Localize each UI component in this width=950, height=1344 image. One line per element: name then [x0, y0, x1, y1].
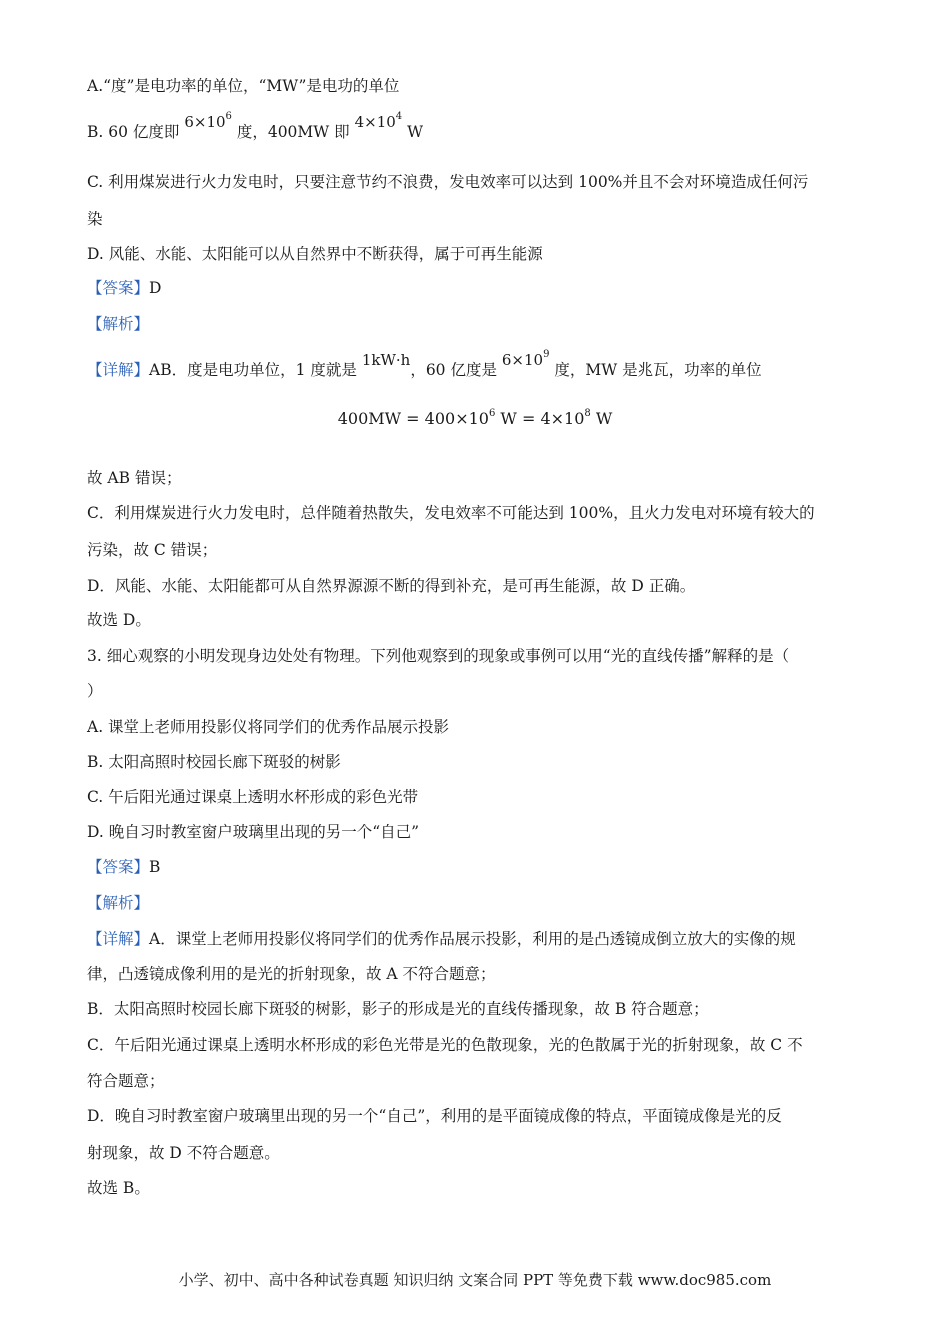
q2-conclusion-ab: 故 AB 错误； — [87, 469, 182, 487]
q3-option-c: C. 午后阳光通过课桌上透明水杯形成的彩色光带 — [87, 788, 419, 806]
q3-detail-a-line1: 【详解】A．课堂上老师用投影仪将同学们的优秀作品展示投影，利用的是凸透镜成倒立放大的实像的规 — [87, 930, 796, 948]
detail-math: $6\times 10^9$ — [501, 349, 550, 369]
q2-detail-d: D．风能、水能、太阳能都可从自然界源源不断的得到补充，是可再生能源，故 D 正确。 — [87, 577, 696, 595]
detail-tag: 【详解】 — [87, 930, 150, 948]
answer-tag: 【答案】 — [87, 279, 150, 297]
q2-answer — [87, 278, 161, 298]
detail-tag: 【详解】 — [87, 361, 150, 379]
q2-detail-ab: 【详解】AB．度是电功单位，1 度就是 1kW·h，60 亿度是 $6\times 10^9$ 度，MW 是兆瓦，功率的单位 — [87, 349, 762, 379]
q2-option-b-math2: $4\times 10^4$ — [354, 111, 403, 131]
q2-equation: $400MW = 400\times 10^6$ $W = 4\times 10^8$ W — [337, 408, 613, 428]
q3-stem-line2: ） — [87, 682, 103, 700]
answer-tag: 【答案】 — [87, 858, 150, 876]
q3-detail-c-line2: 符合题意； — [87, 1072, 165, 1090]
q3-choose: 故选 B。 — [87, 1179, 150, 1197]
q3-detail-a-line2: 律，凸透镜成像利用的是光的折射现象，故 A 不符合题意； — [87, 965, 496, 983]
q3-detail-b: B．太阳高照时校园长廊下斑驳的树影，影子的形成是光的直线传播现象，故 B 符合题意； — [87, 1000, 709, 1018]
q3-analysis-tag: 【解析】 — [87, 894, 150, 912]
q3-option-b: B. 太阳高照时校园长廊下斑驳的树影 — [87, 753, 341, 771]
answer-value: B — [149, 858, 161, 876]
q2-option-c-line1: C. 利用煤炭进行火力发电时，只要注意节约不浪费，发电效率可以达到 100%并且不会对环境造成任何污 — [87, 173, 809, 191]
q2-option-b-mid: 度，400MW 即 — [231, 123, 355, 141]
q3-detail-c-line1: C．午后阳光通过课桌上透明水杯形成的彩色光带是光的色散现象，光的色散属于光的折射现象，故 C 不 — [87, 1036, 803, 1054]
q2-option-b-suffix: W — [402, 123, 424, 141]
q3-detail-d-line2: 射现象，故 D 不符合题意。 — [87, 1144, 280, 1162]
q2-option-b-prefix: B. 60 亿度即 — [87, 123, 185, 141]
q2-option-b — [87, 111, 424, 145]
q2-detail-c-line2: 污染，故 C 错误； — [87, 541, 218, 559]
q2-option-c-line2: 染 — [87, 210, 103, 228]
q3-detail-d-line1: D．晚自习时教室窗户玻璃里出现的另一个“自己”，利用的是平面镜成像的特点，平面镜成像是光的反 — [87, 1107, 782, 1125]
footer-text: 小学、初中、高中各种试卷真题 知识归纳 文案合同 PPT 等免费下载 www.doc985.com — [178, 1271, 772, 1289]
q3-option-a: A. 课堂上老师用投影仪将同学们的优秀作品展示投影 — [87, 718, 450, 736]
answer-value: D — [149, 279, 162, 297]
q2-option-d: D. 风能、水能、太阳能可以从自然界中不断获得，属于可再生能源 — [87, 245, 543, 263]
q3-stem-line1: 3. 细心观察的小明发现身边处处有物理。下列他观察到的现象或事例可以用“光的直线传播”解释的是（ — [87, 647, 790, 665]
q3-answer — [87, 857, 160, 877]
unit-kwh: 1kW·h — [361, 351, 411, 369]
q2-option-b-math1: $6\times 10^6$ — [184, 111, 232, 131]
q3-option-d: D. 晚自习时教室窗户玻璃里出现的另一个“自己” — [87, 823, 420, 841]
q2-choose: 故选 D。 — [87, 611, 151, 629]
q2-detail-c-line1: C．利用煤炭进行火力发电时，总伴随着热散失，发电效率不可能达到 100%，且火力发电对环境有较大的 — [87, 504, 815, 522]
q2-analysis-tag: 【解析】 — [87, 315, 150, 333]
q2-option-a: A.“度”是电功率的单位，“MW”是电功的单位 — [87, 77, 400, 95]
